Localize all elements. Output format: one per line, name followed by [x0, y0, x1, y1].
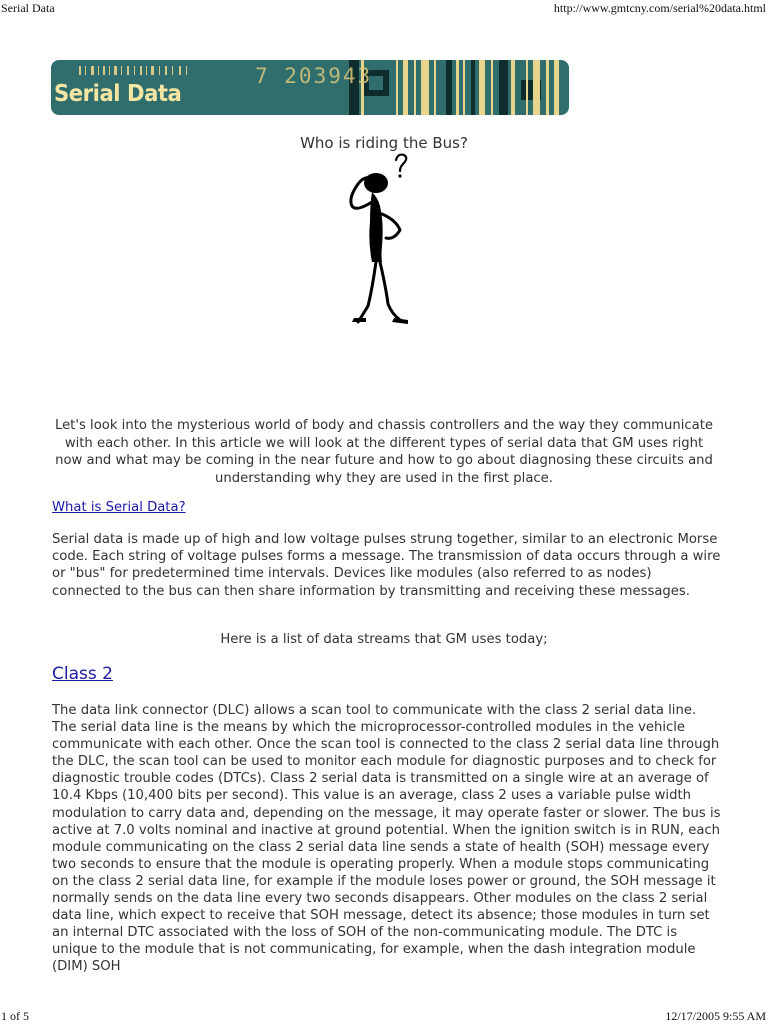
page-number: 1 of 5 — [1, 1009, 29, 1023]
intro-paragraph: Let's look into the mysterious world of body and chassis controllers and the way they communicate with each other. In this article we will look at the different types of serial data that GM uses right now and what may be coming in the near future and how to go about diagnosing these circuits and understanding why they are used in the first place. — [54, 418, 714, 486]
page-title: Serial Data — [1, 1, 55, 15]
print-footer — [0, 1009, 768, 1023]
banner-title: Serial Data — [54, 81, 182, 107]
question-heading: Who is riding the Bus? — [300, 134, 468, 152]
serial-data-banner — [51, 60, 569, 115]
serial-data-paragraph: Serial data is made up of high and low voltage pulses strung together, similar to an electronic Morse code. Each string of voltage pulses forms a message. The transmission of data occurs through a wire or "bus" for predetermined time intervals. Devices like modules (also referred to as nodes) connected to the bus can then share information by transmitting and receiving these messages. — [52, 532, 721, 599]
list-intro-text: Here is a list of data streams that GM uses today; — [220, 632, 548, 647]
print-timestamp: 12/17/2005 9:55 AM — [665, 1009, 766, 1023]
thinking-stick-figure-image — [338, 150, 426, 332]
print-header — [0, 1, 768, 15]
class-2-paragraph: The data link connector (DLC) allows a scan tool to communicate with the class 2 serial data line. The serial data line is the means by which the microprocessor-controlled modules in the vehicle communicate with each other. Once the scan tool is connected to the class 2 serial data line through the DLC, the scan tool can be used to monitor each module for diagnostic purposes and to check for diagnostic trouble codes (DTCs). Class 2 serial data is transmitted on a single wire at an average of 10.4 Kbps (10,400 bits per second). This value is an average, class 2 uses a variable pulse width modulation to carry data and, depending on the message, it may operate faster or slower. The bus is active at 7.0 volts nominal and inactive at ground potential. When the ignition switch is in RUN, each module communicating on the class 2 serial data line sends a state of health (SOH) message every two seconds to ensure that the module is operating properly. When a module stops communicating on the class 2 serial data line, for example if the module loses power or ground, the SOH message it normally sends on the data line every two seconds disappears. Other modules on the class 2 serial data line, which expect to receive that SOH message, detect its absence; those modules in turn set an internal DTC associated with the loss of SOH of the non-communicating module. The DTC is unique to the module that is not communicating, for example, when the dash integration module (DIM) SOH — [52, 703, 721, 975]
class-2-link[interactable]: Class 2 — [52, 664, 113, 684]
page-url: http://www.gmtcny.com/serial%20data.html — [553, 1, 766, 15]
what-is-serial-data-link[interactable]: What is Serial Data? — [52, 500, 186, 515]
banner-digits: 7 203943 — [255, 64, 373, 88]
